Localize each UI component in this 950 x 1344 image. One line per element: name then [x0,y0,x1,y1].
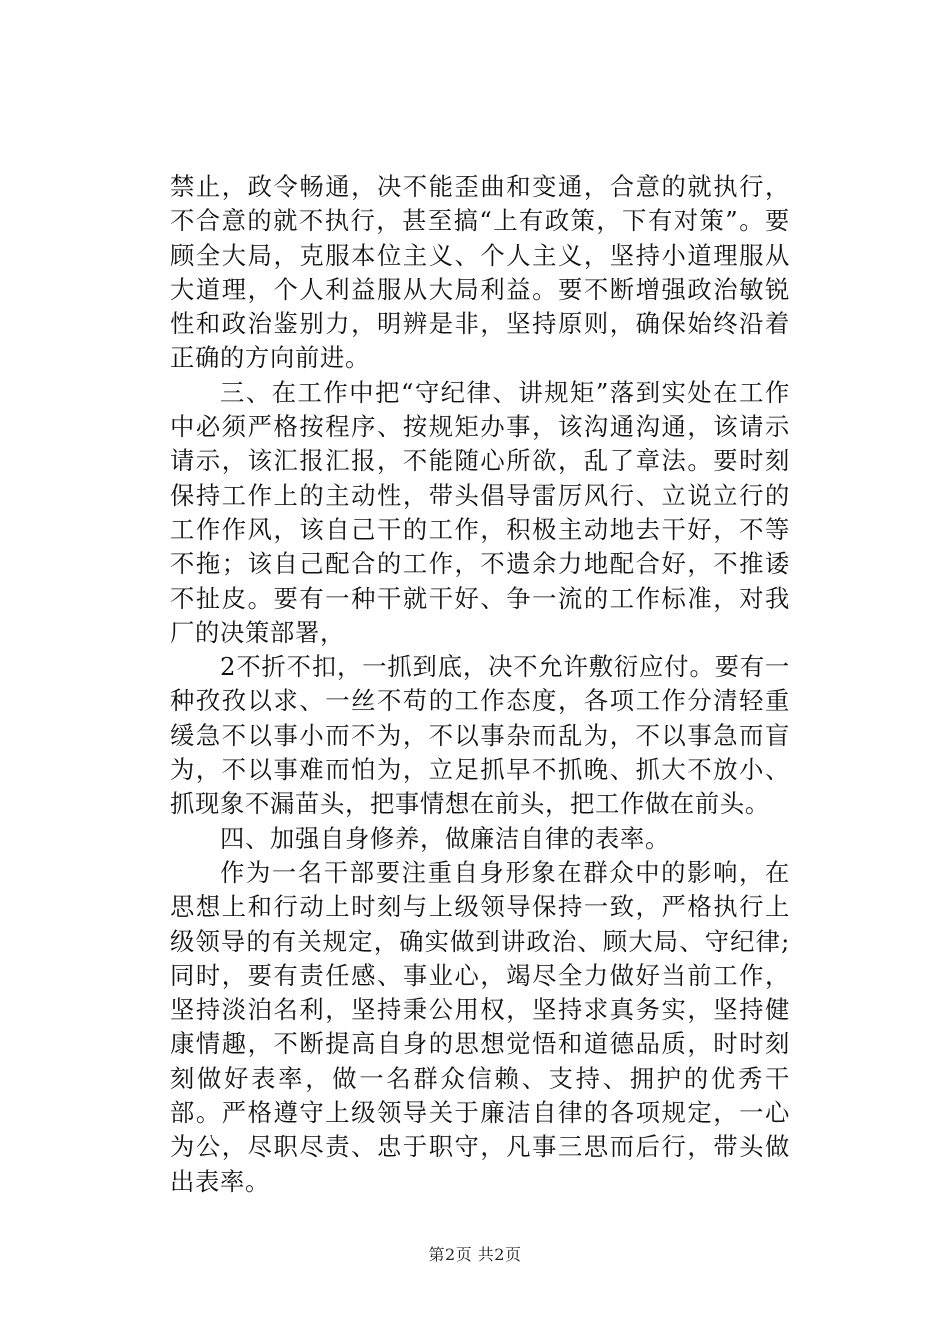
paragraph-self-discipline: 作为一名干部要注重自身形象在群众中的影响，在思想上和行动上时刻与上级领导保持一致，严格执行上级领导的有关规定，确实做到讲政治、顾大局、守纪律;同时，要有责任感、事业心，竭尽全力做好当前工作，坚持淡泊名利，坚持秉公用权，坚持求真务实，坚持健康情趣，不断提高自身的思想觉悟和道德品质，时时刻刻做好表率，做一名群众信赖、支持、拥护的优秀干部。严格遵守上级领导关于廉洁自律的各项规定，一心为公，尽职尽责、忠于职守，凡事三思而后行，带头做出表率。 [170,857,790,1196]
paragraph-section-four-heading: 四、加强自身修养，做廉洁自律的表率。 [220,823,670,853]
page-footer: 第2页 共2页 [428,1245,522,1264]
paragraph-work-attitude: 2不折不扣，一抓到底，决不允许敷衍应付。要有一种孜孜以求、一丝不苟的工作态度，各项工作分清轻重缓急不以事小而不为，不以事杂而乱为，不以事急而盲为，不以事难而怕为，立足抓早不抓晚、抓大不放小、抓现象不漏苗头，把事情想在前头，把工作做在前头。 [170,652,790,819]
paragraph-continuation: 禁止，政令畅通，决不能歪曲和变通，合意的就执行，不合意的就不执行，甚至搞“上有政策，下有对策”。要顾全大局，克服本位主义、个人主义，坚持小道理服从大道理，个人利益服从大局利益。要不断增强政治敏锐性和政治鉴别力，明辨是非，坚持原则，确保始终沿着正确的方向前进。 [170,172,790,373]
document-body [170,170,790,1199]
paragraph-section-three: 三、在工作中把“守纪律、讲规矩”落到实处在工作中必须严格按程序、按规矩办事，该沟通沟通，该请示请示，该汇报汇报，不能随心所欲，乱了章法。要时刻保持工作上的主动性，带头倡导雷厉风行、立说立行的工作作风，该自己干的工作，积极主动地去干好，不等不拖；该自己配合的工作，不遗余力地配合好，不推诿不扯皮。要有一种干就干好、争一流的工作标准，对我厂的决策部署， [170,377,790,647]
